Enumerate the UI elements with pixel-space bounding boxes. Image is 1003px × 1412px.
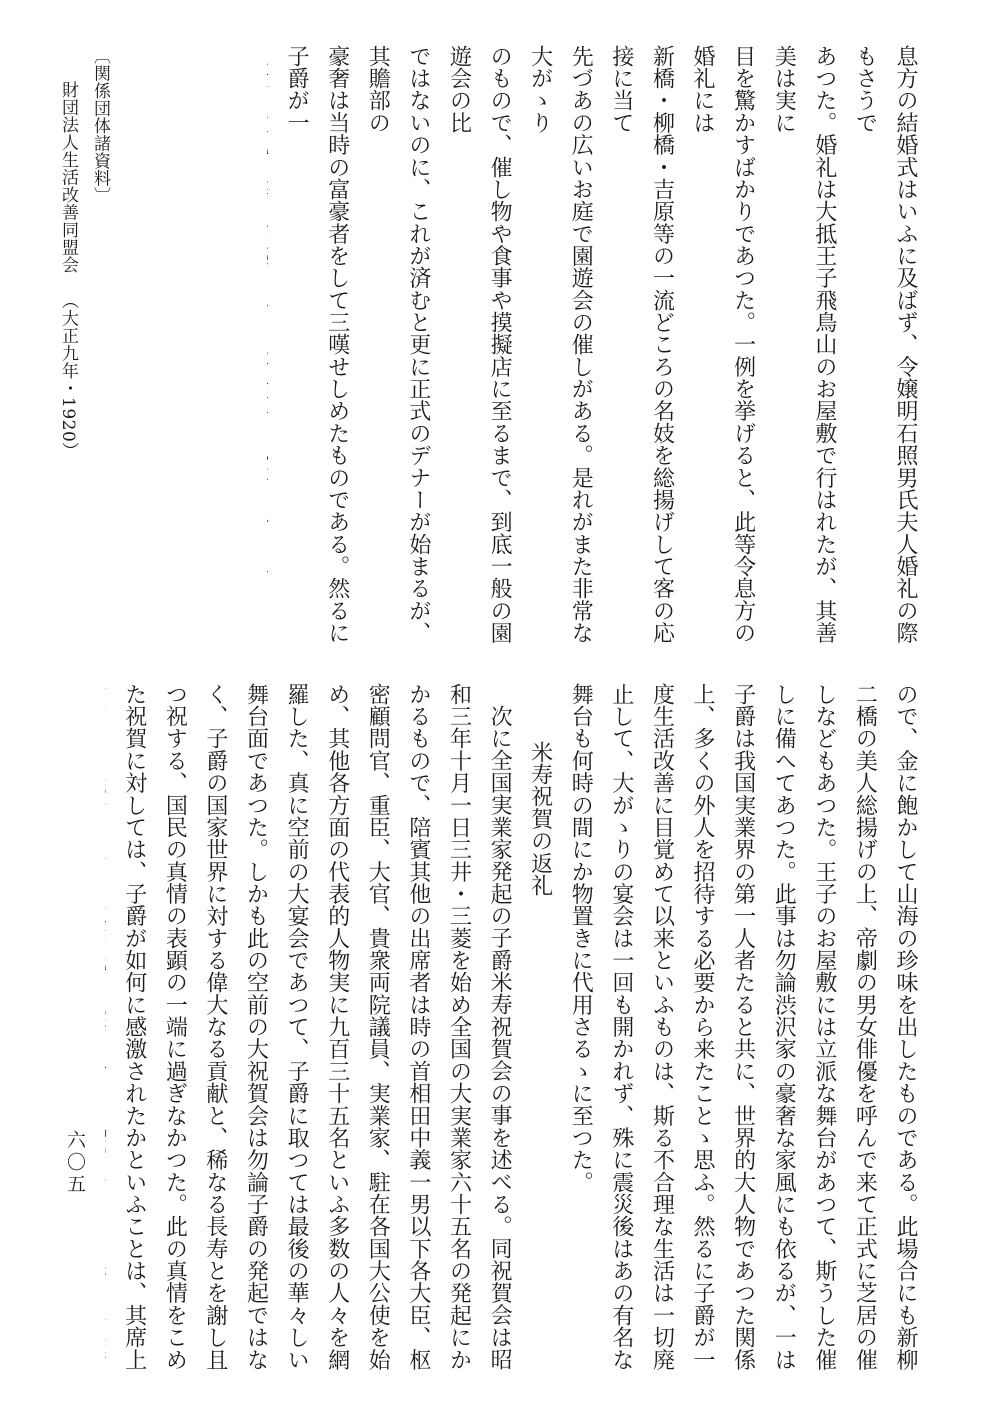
- lower-line: た祝賀に対しては、子爵が如何に感激されたかといふことは、其席上: [121, 683, 147, 1371]
- section-heading-beiju: 米寿祝賀の返礼: [527, 741, 553, 897]
- upper-line: 先づあの広いお庭で園遊会の催しがある。是れがまた非常な大がゝり: [527, 45, 594, 644]
- lower-line: 子爵は我国実業界の第一人者たると共に、世界的大人物であつた関係: [730, 683, 756, 1371]
- lower-line: [105, 683, 113, 1403]
- lower-line: 二橋の美人総揚げの上、帝劇の男女俳優を呼んで来て正式に芝居の催: [852, 683, 878, 1371]
- lower-line: め、其他各方面の代表的人物実に九百三十五名といふ多数の人々を網: [324, 683, 350, 1371]
- source-publisher: 財団法人生活改善同盟会: [58, 81, 78, 274]
- lower-line: く、子爵の国家世界に対する偉大なる貢献と、稀なる長寿とを謝し且: [202, 683, 228, 1371]
- lower-line: しなどもあつた。王子のお屋敷には立派な舞台があつて、斯うした催: [811, 683, 837, 1371]
- lower-text-block: [105, 683, 925, 1403]
- source-note: [44, 47, 116, 672]
- lower-line: 止して、大がゝりの宴会は一回も開かれず、殊に震災後はあの有名な: [608, 683, 634, 1371]
- upper-line: ではないのに、これが済むと更に正式のデナーが始まるが、其贍部の: [365, 45, 431, 644]
- source-date: （大正九年・1920）: [58, 291, 78, 460]
- lower-line: 度生活改善に目覚めて以来といふものは、斯る不合理な生活は一切廃: [649, 683, 675, 1371]
- upper-line: [267, 45, 276, 650]
- upper-text-block: [267, 45, 925, 650]
- lower-line: つ祝する、国民の真情の表顕の一端に過ぎなかつた。此の真情をこめ: [162, 683, 188, 1371]
- upper-line: 目を驚かすばかりであつた。一例を挙げると、此等令息方の婚礼には: [690, 45, 756, 644]
- lower-line: 舞台面であつた。しかも此の空前の大祝賀会は勿論子爵の発起ではな: [243, 683, 269, 1371]
- lower-line: かるもので、陪賓其他の出席者は時の首相田中義一男以下各大臣、枢: [405, 683, 431, 1371]
- page-number: 六〇五: [64, 1130, 86, 1196]
- lower-line: ので、金に飽かして山海の珍味を出したものである。此場合にも新柳: [893, 683, 918, 1371]
- lower-line: しに備へてあつた。此事は勿論渋沢家の豪奢な家風にも依るが、一は: [771, 683, 797, 1371]
- upper-line: 息方の結婚式はいふに及ばず、令嬢明石照男氏夫人婚礼の際もさうで: [852, 45, 918, 644]
- source-label: 〔関係団体諸資料〕: [90, 47, 110, 205]
- upper-line: あつた。婚礼は大抵王子飛鳥山のお屋敷で行はれたが、其善美は実に: [771, 45, 837, 644]
- upper-line: 新橋・柳橋・吉原等の一流どころの名妓を総揚げして客の応接に当て: [608, 45, 675, 644]
- lower-line: 密顧問官、重臣、大官、貴衆両院議員、実業家、駐在各国大公使を始: [365, 683, 391, 1371]
- lower-line: 上、多くの外人を招待する必要から来たことゝ思ふ。然るに子爵が一: [690, 683, 716, 1371]
- lower-line: 羅した、真に空前の大宴会であつて、子爵に取つては最後の華々しい: [284, 683, 310, 1371]
- lower-line: 和三年十月一日三井・三菱を始め全国の大実業家六十五名の発起にか: [446, 683, 472, 1371]
- upper-line: のもので、催し物や食事や摸擬店に至るまで、到底一般の園遊会の比: [446, 45, 513, 644]
- source-citation: [52, 47, 84, 672]
- lower-line: 次に全国実業家発起の子爵米寿祝賀会の事を述べる。同祝賀会は昭: [487, 705, 513, 1371]
- upper-line: 豪奢は当時の富豪者をして三嘆せしめたものである。然るに子爵が一: [284, 45, 350, 644]
- lower-line: 舞台も何時の間にか物置きに代用さるゝに至つた。: [568, 683, 594, 1194]
